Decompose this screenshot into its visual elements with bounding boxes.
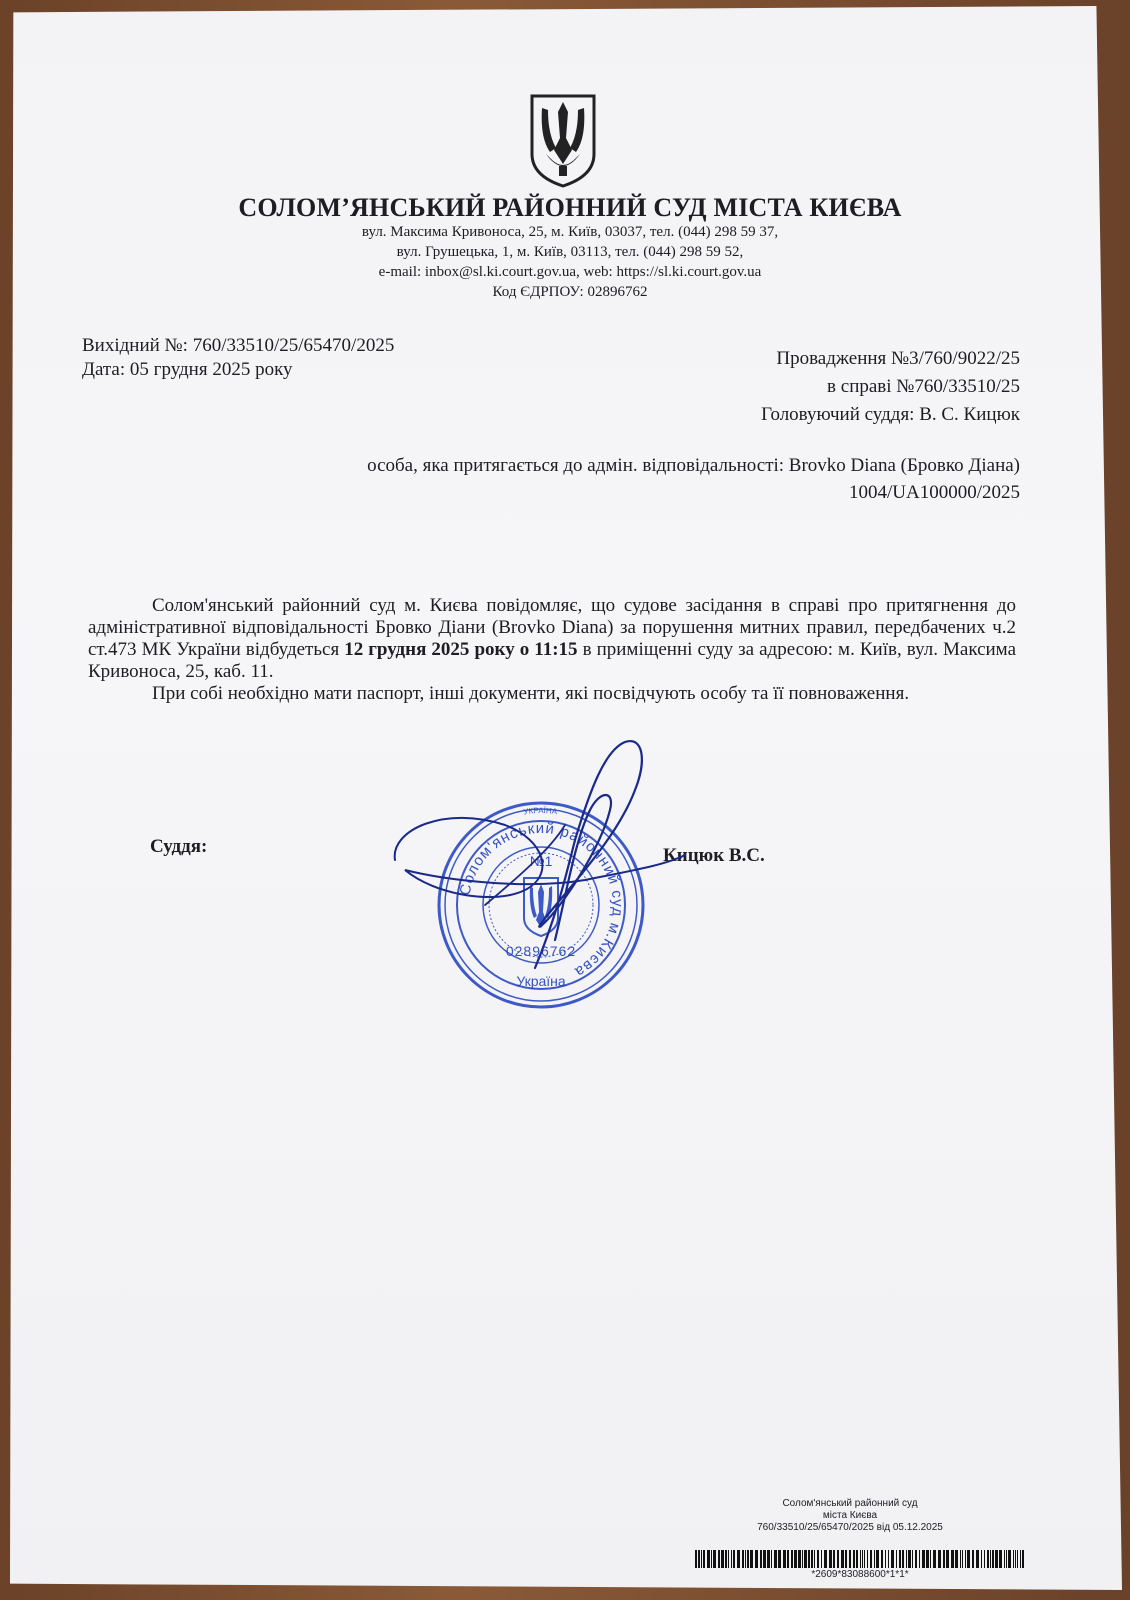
barcode-bar (987, 1550, 989, 1568)
barcode-bar (881, 1550, 883, 1568)
case-number: в справі №760/33510/25 (827, 376, 1020, 397)
barcode-bar (990, 1550, 991, 1568)
trident-emblem-icon (528, 92, 598, 190)
barcode-bar (922, 1550, 925, 1568)
contacts-line: e-mail: inbox@sl.ki.court.gov.ua, web: https://sl.ki.court.gov.ua (378, 264, 762, 280)
barcode-bar (1008, 1550, 1011, 1568)
barcode-bar (794, 1550, 797, 1568)
barcode-bar (876, 1550, 879, 1568)
outgoing-date: Дата: 05 грудня 2025 року (82, 359, 293, 380)
registry-court-line-2: міста Києва (822, 1510, 878, 1521)
barcode-bar (808, 1550, 810, 1568)
barcode-bar (926, 1550, 929, 1568)
barcode-bar (755, 1550, 758, 1568)
barcode-bar (962, 1550, 963, 1568)
barcode-bar (984, 1550, 985, 1568)
barcode-bar (695, 1550, 697, 1568)
notice-text-2: в приміщенні суду за адресою: м. Київ, вул. Максима Кривоноса, 25, каб. 11. (88, 639, 1017, 682)
judge-name: Кицюк В.С. (663, 845, 765, 866)
barcode-bar (967, 1550, 970, 1568)
barcode-bar (976, 1550, 979, 1568)
barcode-bar (1004, 1550, 1005, 1568)
barcode-bar (960, 1550, 961, 1568)
barcode-bar (725, 1550, 727, 1568)
barcode-bar (718, 1550, 720, 1568)
barcode-bar (833, 1550, 835, 1568)
barcode-bar (814, 1550, 815, 1568)
barcode-bar (870, 1550, 872, 1568)
barcode-bar (912, 1550, 913, 1568)
barcode-bar (731, 1550, 732, 1568)
barcode-bar (713, 1550, 716, 1568)
barcode-bar (1017, 1550, 1018, 1568)
barcode-bar (783, 1550, 786, 1568)
barcode-bar (747, 1550, 749, 1568)
barcode-bar (992, 1550, 994, 1568)
barcode-bar (763, 1550, 766, 1568)
court-title: СОЛОМ’ЯНСЬКИЙ РАЙОННИЙ СУД МІСТА КИЄВА (238, 193, 902, 222)
barcode-bar (737, 1550, 740, 1568)
barcode-bar (902, 1550, 904, 1568)
barcode-bar (845, 1550, 847, 1568)
barcode-bar (856, 1550, 858, 1568)
barcode-bar (864, 1550, 865, 1568)
barcode-bar (1015, 1550, 1016, 1568)
barcode-bar (742, 1550, 744, 1568)
barcode-bar (707, 1550, 710, 1568)
barcode-bar (787, 1550, 789, 1568)
proceeding-number: Провадження №3/760/9022/25 (776, 348, 1020, 369)
barcode-bar (919, 1550, 920, 1568)
barcode-bar (760, 1550, 762, 1568)
person-line: особа, яка притягається до адмін. відповідальності: Brovko Diana (Бровко Діана) (367, 455, 1020, 476)
barcode-bar (930, 1550, 931, 1568)
barcode-bar (804, 1550, 807, 1568)
barcode-bar (728, 1550, 729, 1568)
barcode-bar (817, 1550, 819, 1568)
barcode-bar (981, 1550, 982, 1568)
barcode-bar (701, 1550, 702, 1568)
barcode-bar (802, 1550, 803, 1568)
barcode-bar (943, 1550, 945, 1568)
barcode (695, 1550, 1025, 1568)
barcode-bar (955, 1550, 958, 1568)
barcode-bar (891, 1550, 894, 1568)
notice-paragraph-1 (88, 595, 1016, 683)
address-line-2: вул. Грушецька, 1, м. Київ, 03113, тел. (044) 298 59 52, (396, 244, 744, 260)
barcode-bar (995, 1550, 998, 1568)
barcode-bar (972, 1550, 974, 1568)
barcode-bar (938, 1550, 941, 1568)
barcode-bar (915, 1550, 917, 1568)
barcode-bar (721, 1550, 724, 1568)
barcode-bar (698, 1550, 700, 1568)
barcode-number: *2609*83088600*1*1* (811, 1569, 909, 1580)
judge-signature (385, 730, 715, 980)
seal-outer-text: УКРАЇНА (522, 805, 558, 817)
barcode-bar (908, 1550, 911, 1568)
barcode-bar (778, 1550, 781, 1568)
barcode-bar (1013, 1550, 1014, 1568)
notice-body (88, 595, 1016, 705)
barcode-bar (841, 1550, 844, 1568)
barcode-bar (733, 1550, 735, 1568)
barcode-bar (1020, 1550, 1021, 1568)
seal-ring-text: Солом'янський районний суд м.Києва (456, 819, 627, 981)
barcode-bar (951, 1550, 954, 1568)
barcode-bar (874, 1550, 875, 1568)
barcode-bar (811, 1550, 813, 1568)
barcode-bar (774, 1550, 777, 1568)
barcode-bar (946, 1550, 949, 1568)
outgoing-number: Вихідний №: 760/33510/25/65470/2025 (82, 335, 395, 356)
barcode-bar (849, 1550, 851, 1568)
registry-block (700, 1498, 1000, 1534)
hearing-datetime: 12 грудня 2025 року о 11:15 (344, 639, 578, 660)
barcode-bar (860, 1550, 861, 1568)
barcode-bar (965, 1550, 966, 1568)
barcode-bar (798, 1550, 801, 1568)
barcode-bar (906, 1550, 907, 1568)
presiding-judge: Головуючий суддя: В. С. Кицюк (761, 404, 1020, 425)
barcode-bar (829, 1550, 832, 1568)
barcode-bar (824, 1550, 827, 1568)
barcode-bar (1006, 1550, 1007, 1568)
person-id: 1004/UA100000/2025 (849, 482, 1020, 503)
barcode-bar (771, 1550, 772, 1568)
barcode-bar (750, 1550, 753, 1568)
barcode-bar (867, 1550, 868, 1568)
barcode-bar (711, 1550, 712, 1568)
notice-text-1: Солом'янський районний суд м. Києва повідомляє, що судове засідання в справі про притягнення до адміністративної відповідальності Бровко Діани (Brovko Diana) за порушення митних правил, передбачених ч.2 ст.473 МК України відбудеться (88, 595, 1016, 660)
edrpou-line: Код ЄДРПОУ: 02896762 (492, 284, 648, 300)
seal-bottom-text: Україна (516, 973, 566, 989)
barcode-bar (837, 1550, 839, 1568)
barcode-bar (821, 1550, 822, 1568)
barcode-bar (791, 1550, 793, 1568)
barcode-bar (703, 1550, 705, 1568)
registry-court-line-1: Солом'янський районний суд (782, 1498, 918, 1509)
barcode-bar (862, 1550, 863, 1568)
barcode-bar (888, 1550, 889, 1568)
barcode-bar (899, 1550, 901, 1568)
barcode-bar (767, 1550, 770, 1568)
judge-label: Суддя: (150, 836, 208, 857)
barcode-bar (999, 1550, 1002, 1568)
address-line-1: вул. Максима Кривоноса, 25, м. Київ, 03037, тел. (044) 298 59 37, (361, 224, 779, 240)
barcode-bar (885, 1550, 886, 1568)
barcode-bar (745, 1550, 746, 1568)
seal-number: №1 (529, 853, 553, 869)
barcode-bar (896, 1550, 897, 1568)
barcode-bar (933, 1550, 936, 1568)
registry-ref-line: 760/33510/25/65470/2025 від 05.12.2025 (757, 1522, 943, 1533)
barcode-bar (853, 1550, 855, 1568)
notice-paragraph-2: При собі необхідно мати паспорт, інші документи, які посвідчують особу та її повноваження. (152, 683, 910, 704)
barcode-bar (1022, 1550, 1024, 1568)
seal-code: 02896762 (505, 943, 577, 959)
